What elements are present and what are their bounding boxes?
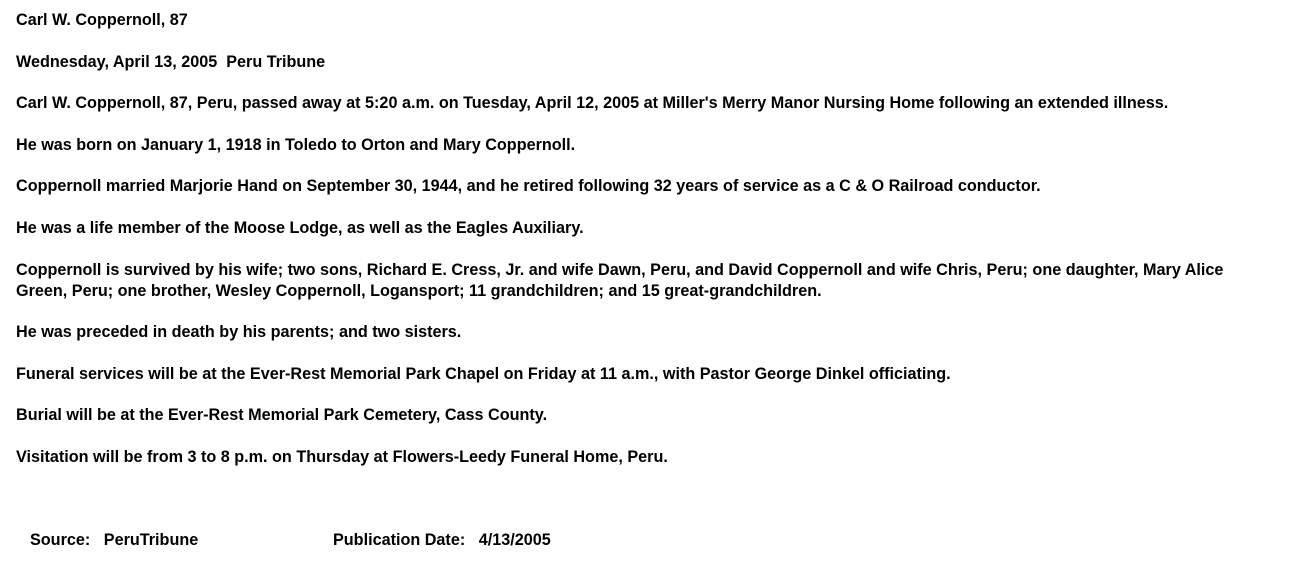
obituary-paragraph: Burial will be at the Ever-Rest Memorial Park Cemetery, Cass County. [16, 406, 548, 425]
obituary-paragraph: Coppernoll married Marjorie Hand on September 30, 1944, and he retired following 32 years of service as a C & O Railroad conductor. [16, 177, 1041, 196]
obituary-document [16, 10, 1278, 489]
source-value: PeruTribune [103, 531, 199, 549]
obituary-paragraph: He was born on January 1, 1918 in Toledo to Orton and Mary Coppernoll. [16, 135, 576, 154]
source-label: Source: [30, 531, 91, 549]
obituary-paragraph: Visitation will be from 3 to 8 p.m. on Thursday at Flowers-Leedy Funeral Home, Peru. [16, 447, 668, 466]
source-info [30, 530, 198, 551]
obituary-paragraph: Coppernoll is survived by his wife; two sons, Richard E. Cress, Jr. and wife Dawn, Peru, and David Coppernoll and wife Chris, Peru; one daughter, Mary Alice Green, Peru; one brother, Wesley Coppernoll, Logansport; 11 grandchildren; and 15 great-grandchildren. [16, 260, 1224, 300]
obituary-paragraph: Carl W. Coppernoll, 87, Peru, passed away at 5:20 a.m. on Tuesday, April 12, 2005 at Miller's Merry Manor Nursing Home following an extended illness. [16, 94, 1169, 113]
obituary-paragraph: He was preceded in death by his parents; and two sisters. [16, 323, 462, 342]
obituary-heading: Carl W. Coppernoll, 87 [16, 11, 188, 29]
obituary-paragraph: Funeral services will be at the Ever-Rest Memorial Park Chapel on Friday at 11 a.m., with Pastor George Dinkel officiating. [16, 364, 951, 383]
obituary-dateline: Wednesday, April 13, 2005 Peru Tribune [16, 52, 326, 71]
obituary-paragraph: He was a life member of the Moose Lodge, as well as the Eagles Auxiliary. [16, 218, 584, 237]
publication-date-label: Publication Date: [333, 531, 466, 549]
publication-date-info [333, 530, 551, 551]
publication-date-value: 4/13/2005 [478, 531, 551, 549]
